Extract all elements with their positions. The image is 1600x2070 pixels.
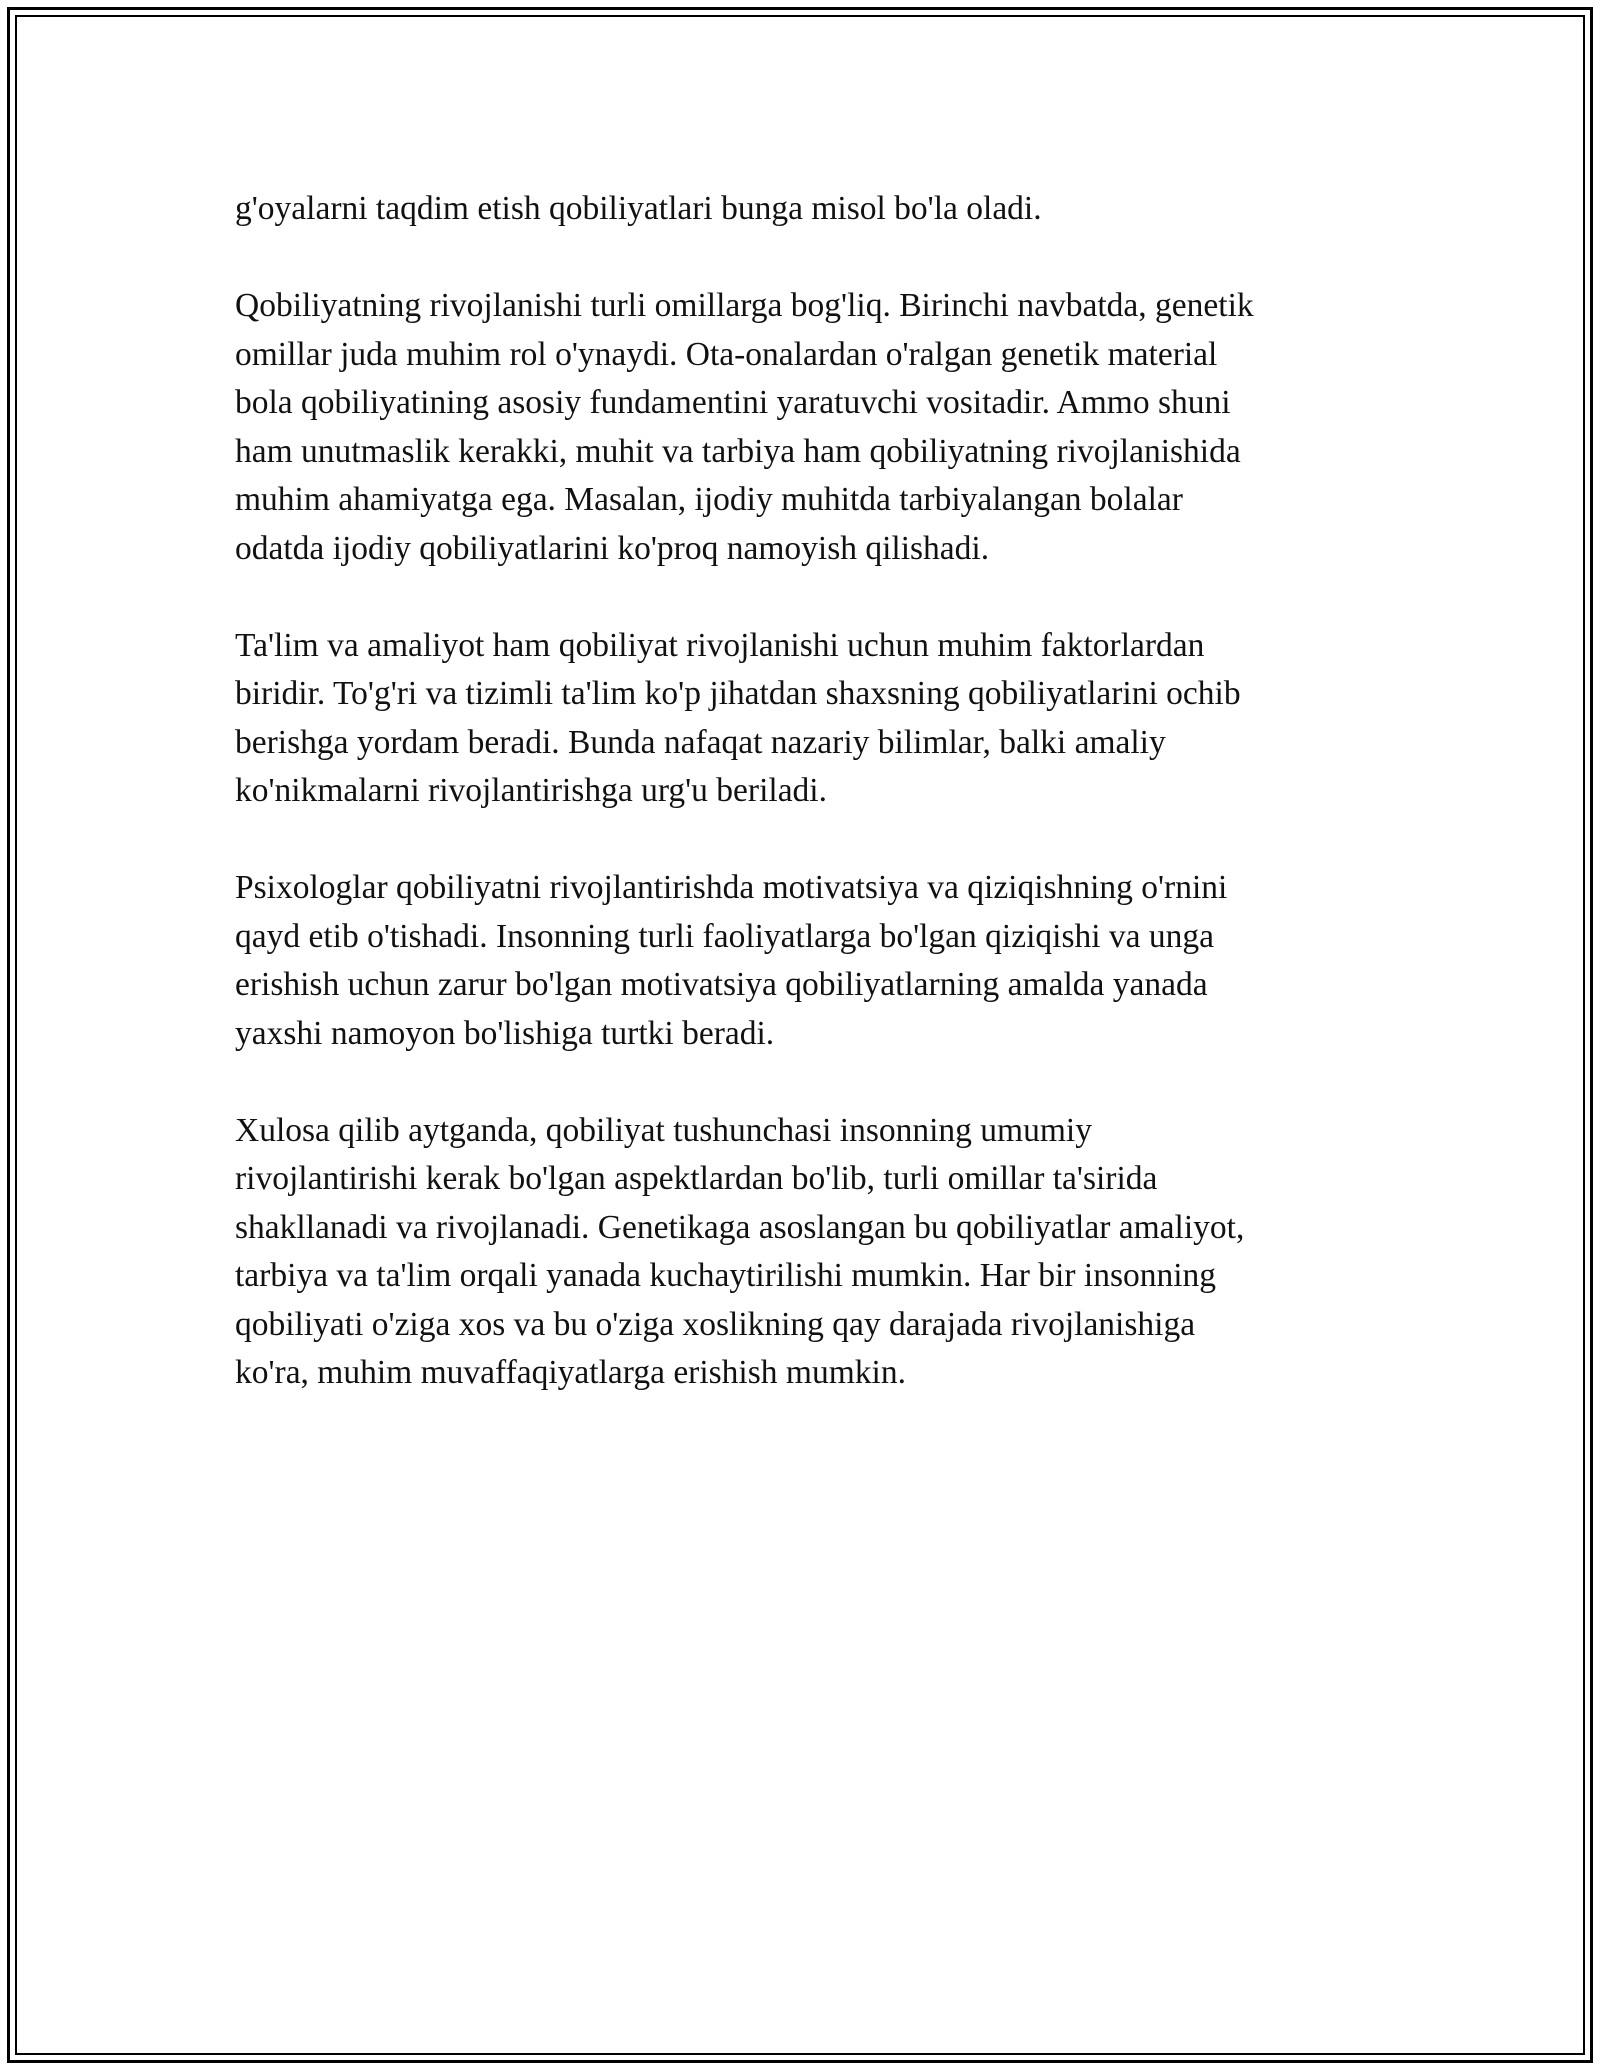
- text-line: Ta'lim va amaliyot ham qobiliyat rivojlanishi uchun muhim faktorlardan: [235, 626, 1205, 664]
- paragraph-1: [235, 185, 1355, 234]
- text-line: qayd etib o'tishadi. Insonning turli faoliyatlarga bo'lgan qiziqishi va unga: [235, 917, 1215, 955]
- text-line: shakllanadi va rivojlanadi. Genetikaga asoslangan bu qobiliyatlar amaliyot,: [235, 1208, 1245, 1246]
- text-line: Xulosa qilib aytganda, qobiliyat tushunchasi insonning umumiy: [235, 1111, 1092, 1149]
- document-body: [235, 185, 1355, 1446]
- text-line: odatda ijodiy qobiliyatlarini ko'proq namoyish qilishadi.: [235, 529, 990, 567]
- text-line: qobiliyati o'ziga xos va bu o'ziga xoslikning qay darajada rivojlanishiga: [235, 1305, 1196, 1343]
- text-line: tarbiya va ta'lim orqali yanada kuchaytirilishi mumkin. Har bir insonning: [235, 1257, 1217, 1294]
- text-line: berishga yordam beradi. Bunda nafaqat nazariy bilimlar, balki amaliy: [235, 723, 1166, 761]
- text-line: Qobiliyatning rivojlanishi turli omillarga bog'liq. Birinchi navbatda, genetik: [235, 287, 1254, 324]
- text-line: ko'ra, muhim muvaffaqiyatlarga erishish mumkin.: [235, 1354, 906, 1391]
- paragraph-3: [235, 622, 1355, 816]
- text-line: rivojlantirishi kerak bo'lgan aspektlardan bo'lib, turli omillar ta'sirida: [235, 1160, 1158, 1197]
- text-line: Psixologlar qobiliyatni rivojlantirishda motivatsiya va qiziqishning o'rnini: [235, 869, 1228, 906]
- text-line: ham unutmaslik kerakki, muhit va tarbiya ham qobiliyatning rivojlanishida: [235, 432, 1241, 470]
- paragraph-4: [235, 864, 1355, 1058]
- paragraph-5: [235, 1107, 1355, 1398]
- text-line: ko'nikmalarni rivojlantirishga urg'u beriladi.: [235, 772, 827, 809]
- text-line: g'oyalarni taqdim etish qobiliyatlari bunga misol bo'la oladi.: [235, 190, 1042, 227]
- text-line: bola qobiliyatining asosiy fundamentini yaratuvchi vositadir. Ammo shuni: [235, 384, 1231, 421]
- text-line: biridir. To'g'ri va tizimli ta'lim ko'p jihatdan shaxsning qobiliyatlarini ochib: [235, 675, 1241, 712]
- text-line: omillar juda muhim rol o'ynaydi. Ota-onalardan o'ralgan genetik material: [235, 335, 1218, 373]
- text-line: yaxshi namoyon bo'lishiga turtki beradi.: [235, 1014, 775, 1052]
- text-line: erishish uchun zarur bo'lgan motivatsiya qobiliyatlarning amalda yanada: [235, 966, 1208, 1003]
- paragraph-2: [235, 282, 1355, 573]
- text-line: muhim ahamiyatga ega. Masalan, ijodiy muhitda tarbiyalangan bolalar: [235, 481, 1183, 518]
